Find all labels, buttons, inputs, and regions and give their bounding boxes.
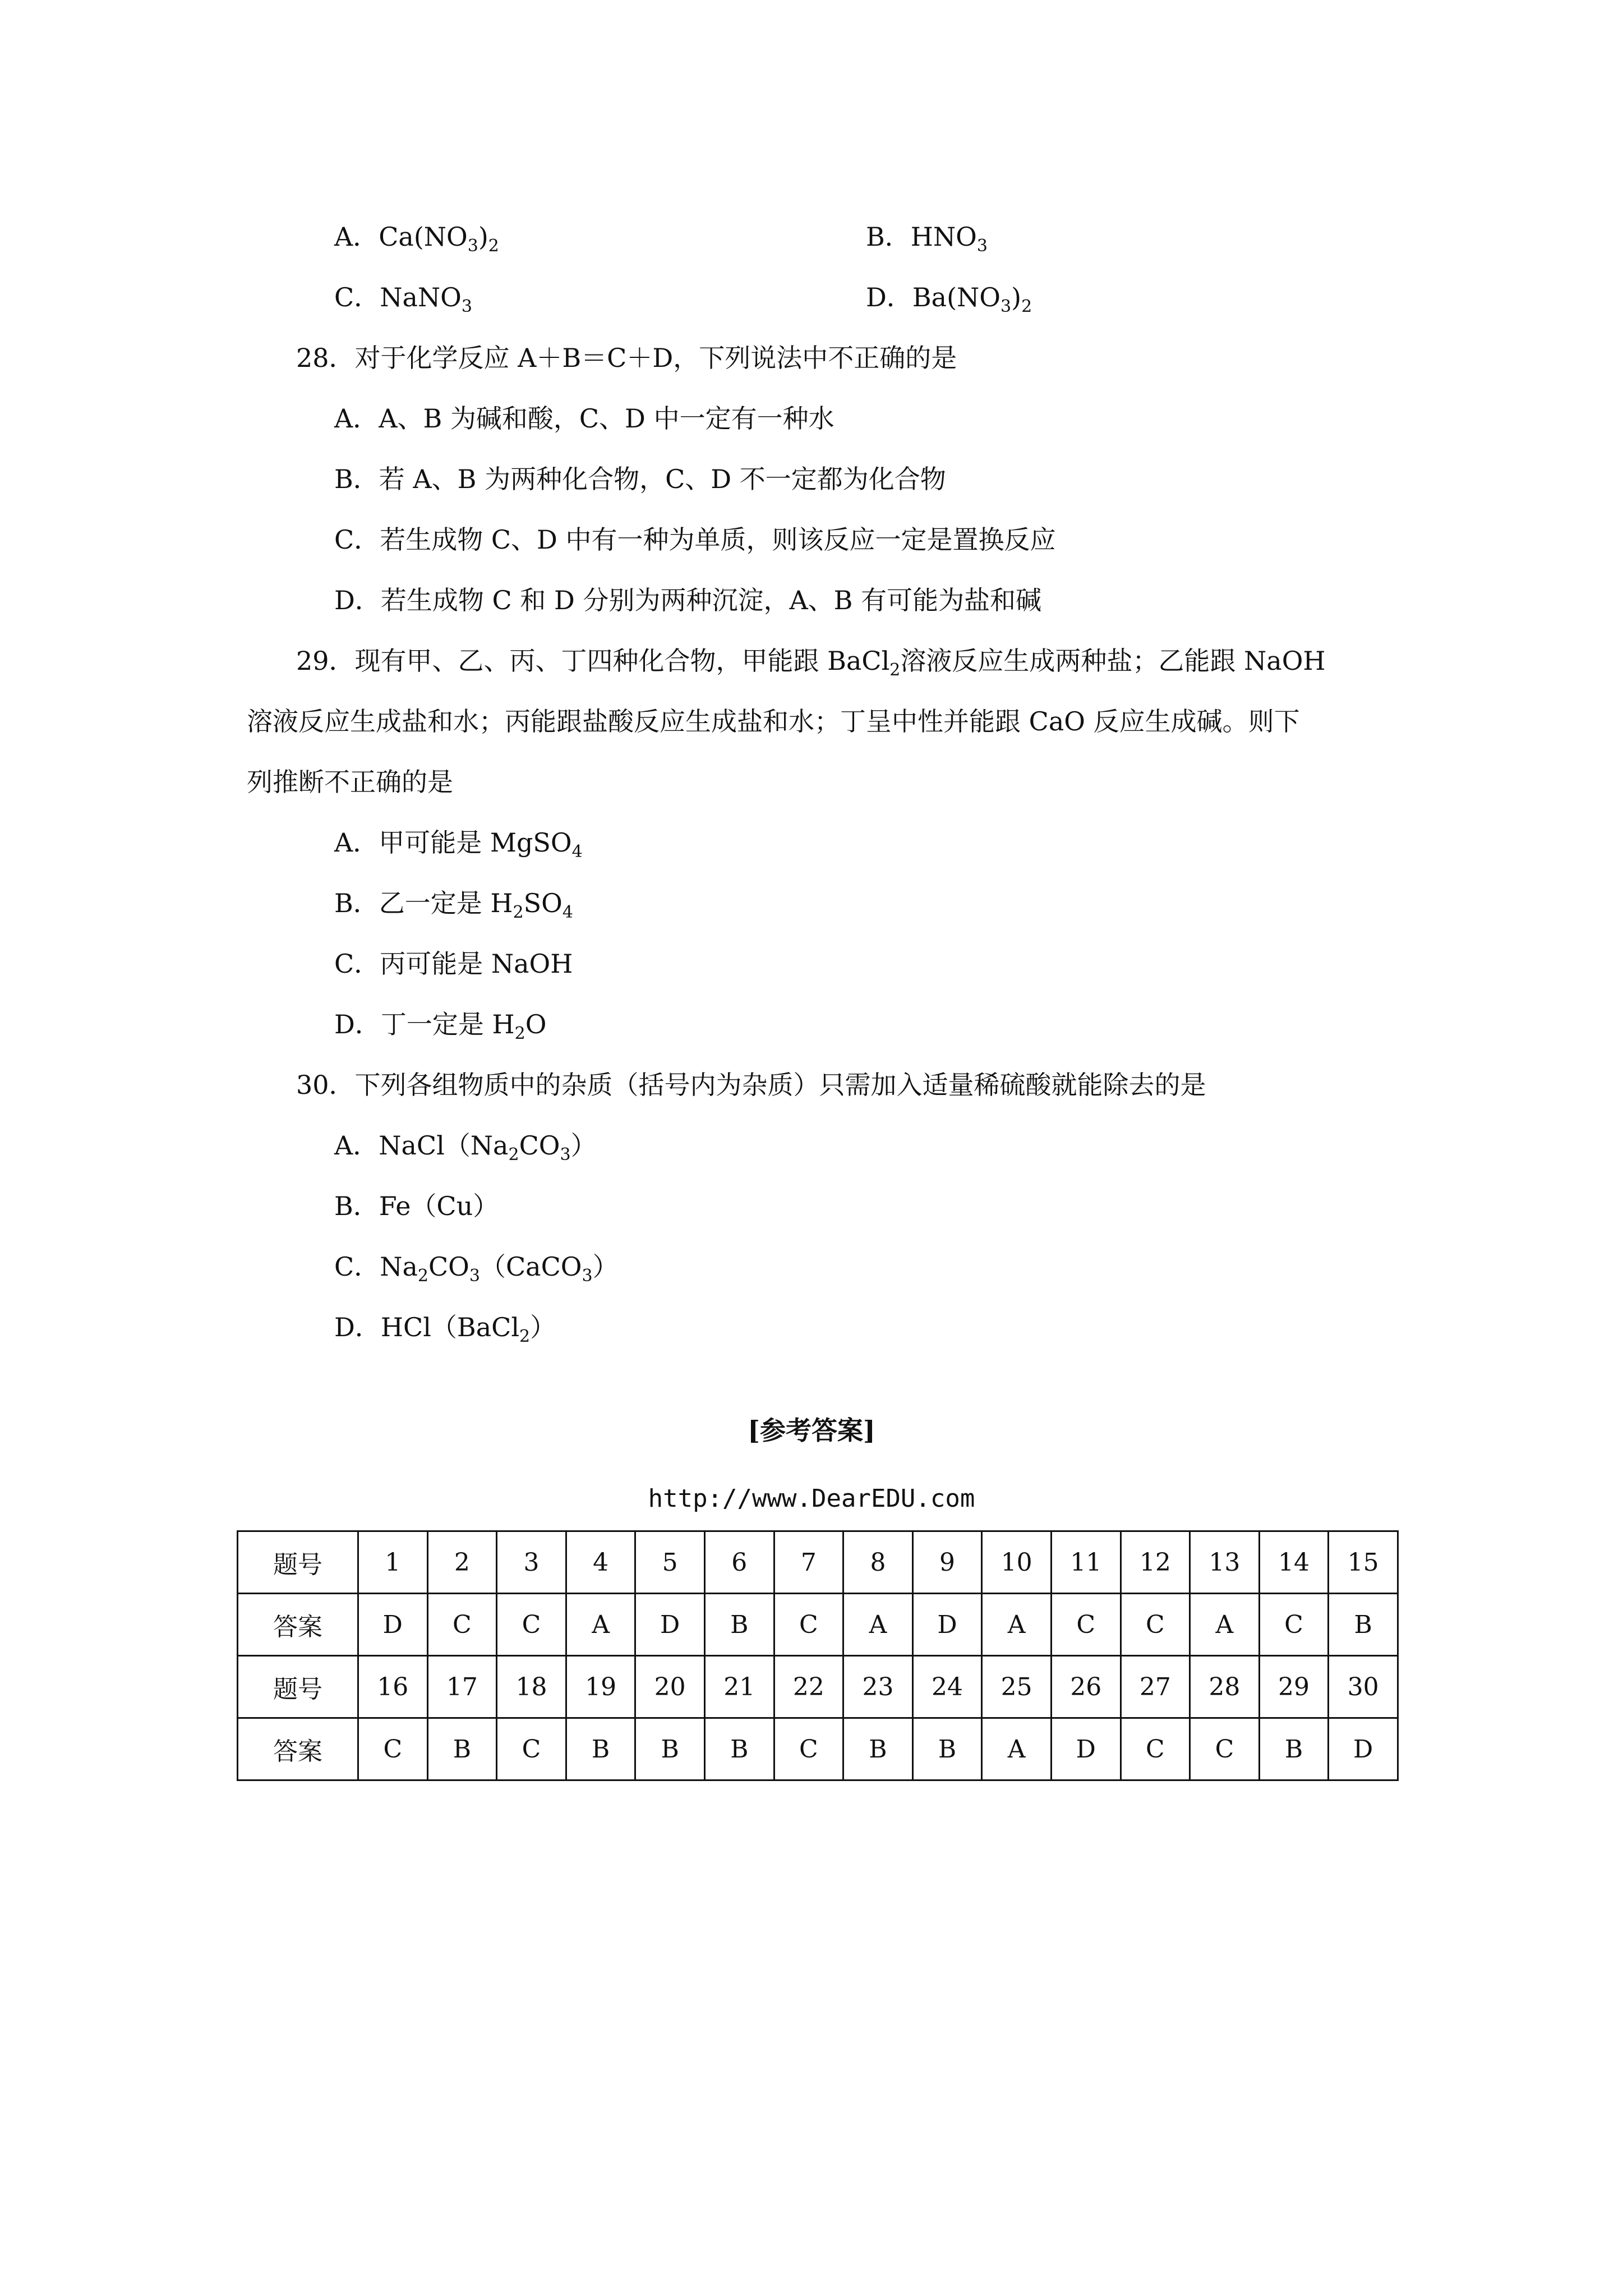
answer-cell: A (1190, 1594, 1260, 1656)
answer-cell: C (774, 1594, 843, 1656)
row-label-answer: 答案 (238, 1594, 358, 1656)
answer-cell: A (982, 1594, 1052, 1656)
answer-cell: A (843, 1594, 913, 1656)
q30-option-d-text: D．HCl（BaCl (334, 1312, 520, 1342)
table-row (238, 1594, 1398, 1656)
q28-option-c: C．若生成物 C、D 中有一种为单质，则该反应一定是置换反应 (334, 524, 1056, 555)
answer-cell: B (566, 1718, 635, 1780)
answer-cell: C (1190, 1718, 1260, 1780)
question-number-cell: 21 (704, 1656, 774, 1718)
question-number-cell: 18 (497, 1656, 566, 1718)
q27-option-a-sub2: 2 (488, 236, 499, 256)
q30-option-c-mid: CO (428, 1251, 469, 1282)
answer-cell: C (1121, 1594, 1190, 1656)
q27-option-d-sub: 3 (1000, 297, 1012, 316)
answer-cell: C (358, 1718, 428, 1780)
answer-cell: C (427, 1594, 497, 1656)
answer-cell: B (912, 1718, 982, 1780)
question-number-cell: 23 (843, 1656, 913, 1718)
answer-cell: A (566, 1594, 635, 1656)
question-number-cell: 9 (912, 1531, 982, 1594)
q27-option-b-text: B．HNO (866, 222, 977, 252)
question-number-cell: 12 (1121, 1531, 1190, 1594)
q28-stem: 28．对于化学反应 A＋B＝C＋D，下列说法中不正确的是 (296, 343, 957, 373)
answer-cell: C (1051, 1594, 1121, 1656)
question-number-cell: 4 (566, 1531, 635, 1594)
q30-option-a-text: A．NaCl（Na (334, 1130, 509, 1161)
question-number-cell: 30 (1329, 1656, 1398, 1718)
q27-option-b-sub: 3 (976, 236, 988, 256)
q30-option-d-suffix: ） (530, 1312, 556, 1342)
answers-url: http://www.DearEDU.com (648, 1484, 975, 1513)
q29-option-b (334, 886, 573, 924)
answers-table (237, 1530, 1399, 1781)
question-number-cell: 29 (1259, 1656, 1329, 1718)
question-number-cell: 22 (774, 1656, 843, 1718)
answer-cell: B (1329, 1594, 1398, 1656)
question-number-cell: 14 (1259, 1531, 1329, 1594)
answer-cell: D (912, 1594, 982, 1656)
answer-cell: C (774, 1718, 843, 1780)
q30-option-c-suffix: （CaCO (479, 1251, 582, 1282)
q27-option-a-sub: 3 (467, 236, 478, 256)
q29-stem-sub: 2 (889, 660, 901, 680)
q27-option-d-text: D．Ba(NO (866, 282, 1001, 312)
q30-option-d-sub: 2 (519, 1327, 531, 1346)
q30-option-c-text: C．Na (334, 1251, 418, 1282)
question-number-cell: 28 (1190, 1656, 1260, 1718)
q29-option-a-sub: 4 (571, 842, 583, 862)
q30-option-b (334, 1189, 499, 1223)
q29-option-c (334, 947, 573, 981)
question-number-cell: 1 (358, 1531, 428, 1594)
q27-option-a-suffix: ) (478, 222, 488, 252)
answer-cell: D (358, 1594, 428, 1656)
q30-option-a-sub2: 3 (560, 1145, 571, 1165)
answer-cell: C (497, 1718, 566, 1780)
table-row (238, 1718, 1398, 1780)
q27-option-d (866, 280, 1032, 318)
answer-cell: B (635, 1718, 705, 1780)
q29-option-b-sub2: 4 (562, 903, 573, 922)
row-label-question: 题号 (238, 1656, 358, 1718)
q30-stem: 30．下列各组物质中的杂质（括号内为杂质）只需加入适量稀硫酸就能除去的是 (296, 1070, 1206, 1100)
answer-cell: B (704, 1718, 774, 1780)
answer-cell: C (1121, 1718, 1190, 1780)
table-row (238, 1531, 1398, 1594)
q29-option-b-text: B．乙一定是 H (334, 888, 513, 918)
question-number-cell: 13 (1190, 1531, 1260, 1594)
q29-stem-line3: 列推断不正确的是 (247, 767, 453, 797)
answer-cell: C (497, 1594, 566, 1656)
answer-cell: C (1259, 1594, 1329, 1656)
question-number-cell: 5 (635, 1531, 705, 1594)
q29-option-a (334, 826, 583, 863)
q30-option-a (334, 1129, 597, 1166)
q27-option-c-text: C．NaNO (334, 282, 462, 312)
q27-option-a-text: A．Ca(NO (334, 222, 468, 252)
q30-option-c-sub3: 3 (582, 1266, 593, 1286)
q29-stem-line2: 溶液反应生成盐和水；丙能跟盐酸反应生成盐和水；丁呈中性并能跟 CaO 反应生成碱。则下 (247, 706, 1300, 737)
question-number-cell: 3 (497, 1531, 566, 1594)
q30-option-b-text: B．Fe（Cu） (334, 1191, 499, 1221)
answers-title: [参考答案] (748, 1415, 875, 1446)
q30-option-c (334, 1250, 619, 1287)
answer-cell: B (1259, 1718, 1329, 1780)
q29-option-d-sub: 2 (514, 1024, 525, 1043)
question-number-cell: 11 (1051, 1531, 1121, 1594)
answer-cell: D (1051, 1718, 1121, 1780)
q28-option-a: A．A、B 为碱和酸，C、D 中一定有一种水 (334, 403, 834, 434)
q29-stem-line1 (296, 644, 1326, 682)
question-number-cell: 15 (1329, 1531, 1398, 1594)
q30-option-c-sub: 2 (417, 1266, 428, 1286)
question-number-cell: 7 (774, 1531, 843, 1594)
q28-option-d: D．若生成物 C 和 D 分别为两种沉淀，A、B 有可能为盐和碱 (334, 585, 1042, 615)
q29-option-d (334, 1007, 546, 1045)
question-number-cell: 6 (704, 1531, 774, 1594)
q30-option-c-end: ） (592, 1251, 619, 1282)
question-number-cell: 20 (635, 1656, 705, 1718)
question-number-cell: 27 (1121, 1656, 1190, 1718)
q29-stem-part-b: 溶液反应生成两种盐；乙能跟 NaOH (900, 646, 1326, 676)
answer-cell: D (635, 1594, 705, 1656)
question-number-cell: 25 (982, 1656, 1052, 1718)
answer-cell: D (1329, 1718, 1398, 1780)
q27-option-c-sub: 3 (461, 297, 472, 316)
q27-option-c (334, 280, 472, 318)
row-label-question: 题号 (238, 1531, 358, 1594)
question-number-cell: 17 (427, 1656, 497, 1718)
q30-option-a-mid: CO (519, 1130, 560, 1161)
q30-option-c-sub2: 3 (469, 1266, 480, 1286)
q30-option-a-sub: 2 (508, 1145, 519, 1165)
q30-option-d (334, 1310, 556, 1348)
answer-cell: B (704, 1594, 774, 1656)
answer-cell: B (427, 1718, 497, 1780)
question-number-cell: 8 (843, 1531, 913, 1594)
q29-stem-part-a: 29．现有甲、乙、丙、丁四种化合物，甲能跟 BaCl (296, 646, 890, 676)
q28-option-b: B．若 A、B 为两种化合物，C、D 不一定都为化合物 (334, 464, 946, 494)
table-row (238, 1656, 1398, 1718)
question-number-cell: 26 (1051, 1656, 1121, 1718)
q29-option-a-text: A．甲可能是 MgSO (334, 827, 572, 858)
q29-option-d-suffix: O (525, 1009, 547, 1039)
row-label-answer: 答案 (238, 1718, 358, 1780)
q27-option-d-sub2: 2 (1021, 297, 1032, 316)
question-number-cell: 16 (358, 1656, 428, 1718)
q29-option-d-text: D．丁一定是 H (334, 1009, 515, 1039)
answer-cell: B (843, 1718, 913, 1780)
q29-option-b-sub: 2 (513, 903, 524, 922)
question-number-cell: 19 (566, 1656, 635, 1718)
q29-option-b-mid: SO (523, 888, 562, 918)
q27-option-d-suffix: ) (1011, 282, 1022, 312)
q30-option-a-suffix: ） (570, 1130, 597, 1161)
q27-option-a (334, 220, 499, 257)
q27-option-b (866, 220, 988, 257)
question-number-cell: 10 (982, 1531, 1052, 1594)
question-number-cell: 24 (912, 1656, 982, 1718)
q29-option-c-text: C．丙可能是 NaOH (334, 949, 573, 979)
question-number-cell: 2 (427, 1531, 497, 1594)
answer-cell: A (982, 1718, 1052, 1780)
